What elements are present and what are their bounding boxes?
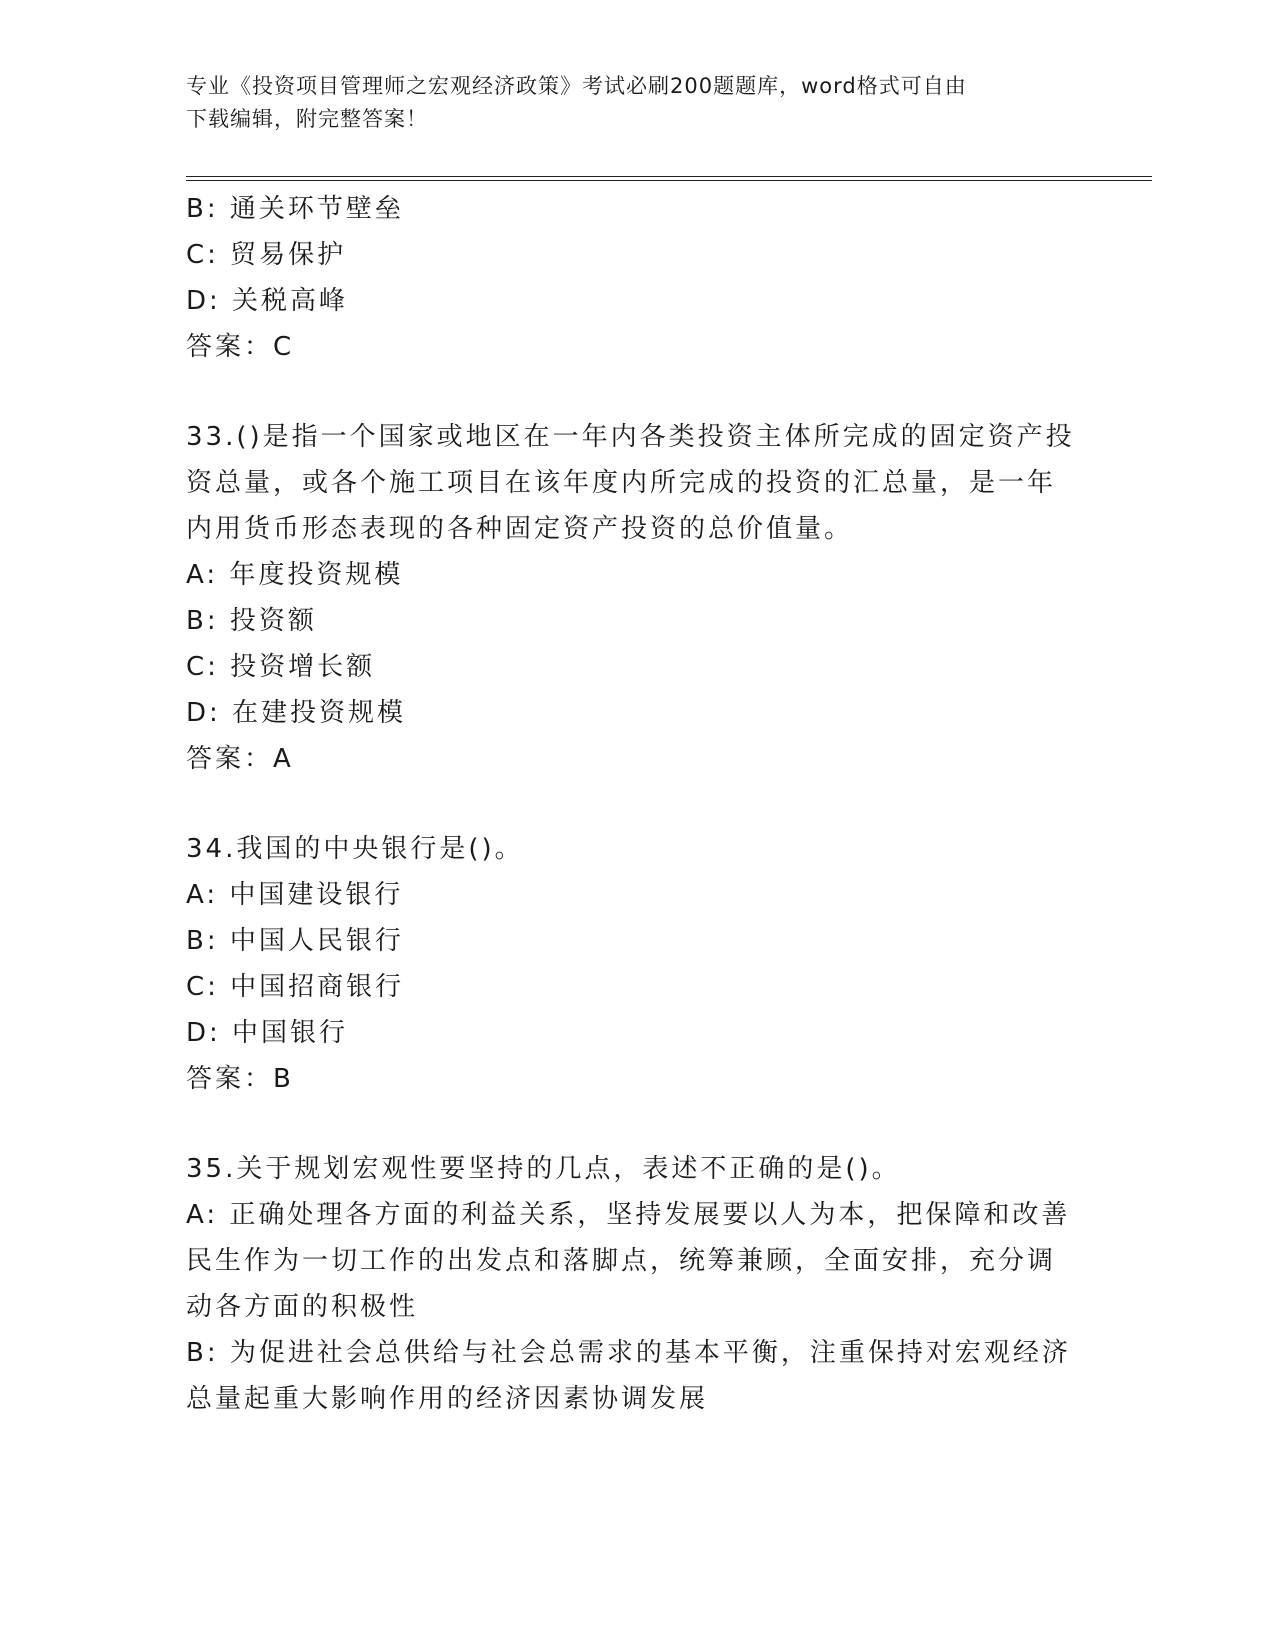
option-d: D: 在建投资规模 — [186, 698, 407, 728]
question-34-block — [186, 826, 1066, 1102]
option-d: D: 中国银行 — [186, 1018, 349, 1048]
spacer — [186, 1102, 1066, 1146]
prev-question-block — [186, 186, 1066, 370]
option-b-line-2: 总量起重大影响作用的经济因素协调发展 — [186, 1384, 709, 1414]
header-divider-top — [186, 176, 1152, 177]
spacer — [186, 782, 1066, 826]
question-34-text: 34.我国的中央银行是()。 — [186, 834, 524, 864]
question-35-block — [186, 1146, 1071, 1422]
option-b: B: 中国人民银行 — [186, 926, 404, 956]
question-33-block — [186, 414, 1075, 782]
option-c: C: 中国招商银行 — [186, 972, 405, 1002]
option-b-line-1: B: 为促进社会总供给与社会总需求的基本平衡，注重保持对宏观经济 — [186, 1338, 1071, 1368]
header-divider-bottom — [186, 180, 1152, 181]
option-c: C: 投资增长额 — [186, 652, 376, 682]
question-33-text-3: 内用货币形态表现的各种固定资产投资的总价值量。 — [186, 514, 854, 544]
option-a-line-3: 动各方面的积极性 — [186, 1292, 419, 1322]
question-33-text-1: 33.()是指一个国家或地区在一年内各类投资主体所完成的固定资产投 — [186, 422, 1075, 452]
header-line-1: 专业《投资项目管理师之宏观经济政策》考试必刷200题题库，word格式可自由 — [186, 74, 967, 98]
option-a-line-2: 民生作为一切工作的出发点和落脚点，统筹兼顾，全面安排，充分调 — [186, 1246, 1057, 1276]
option-b: B: 通关环节壁垒 — [186, 194, 404, 224]
question-content — [186, 186, 1075, 1422]
option-d: D: 关税高峰 — [186, 286, 349, 316]
spacer — [186, 370, 1066, 414]
option-a: A: 中国建设银行 — [186, 880, 404, 910]
option-b: B: 投资额 — [186, 606, 317, 636]
answer-line: 答案：B — [186, 1064, 294, 1094]
question-33-text-2: 资总量，或各个施工项目在该年度内所完成的投资的汇总量，是一年 — [186, 468, 1057, 498]
option-c: C: 贸易保护 — [186, 240, 347, 270]
option-a: A: 年度投资规模 — [186, 560, 404, 590]
answer-line: 答案：A — [186, 744, 294, 774]
header-line-2: 下载编辑，附完整答案！ — [186, 107, 428, 131]
document-header — [186, 70, 1086, 136]
question-35-text: 35.关于规划宏观性要坚持的几点，表述不正确的是()。 — [186, 1154, 901, 1184]
option-a-line-1: A: 正确处理各方面的利益关系，坚持发展要以人为本，把保障和改善 — [186, 1200, 1071, 1230]
answer-line: 答案：C — [186, 332, 295, 362]
